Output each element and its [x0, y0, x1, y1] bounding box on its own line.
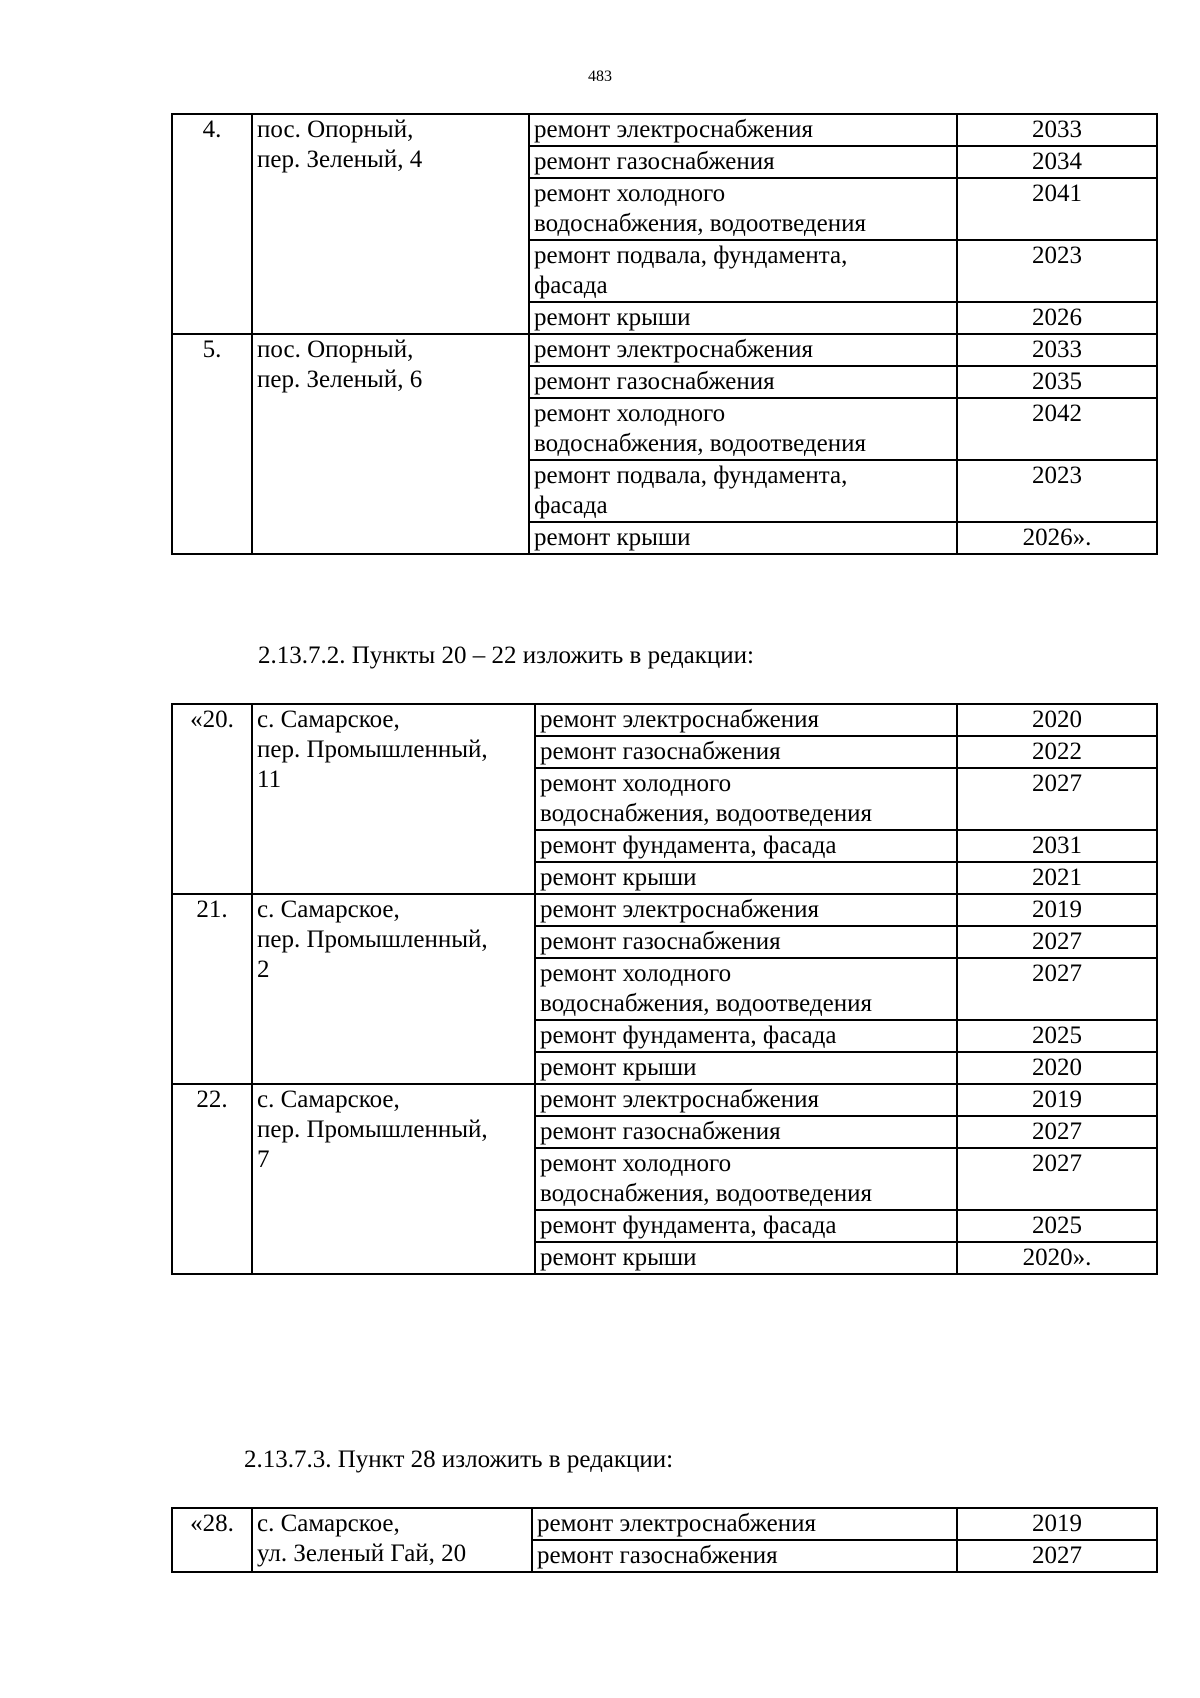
year-cell: 2023 [957, 460, 1157, 522]
repair-table-2 [171, 703, 1158, 1275]
year-cell: 2027 [957, 1540, 1157, 1572]
work-type-cell: ремонт газоснабжения [535, 1116, 957, 1148]
year-cell: 2021 [957, 862, 1157, 894]
work-type-cell: ремонт газоснабжения [535, 736, 957, 768]
year-cell: 2033 [957, 334, 1157, 366]
year-cell: 2034 [957, 146, 1157, 178]
paragraph-2-13-7-3: 2.13.7.3. Пункт 28 изложить в редакции: [244, 1446, 674, 1473]
year-cell: 2019 [957, 1084, 1157, 1116]
year-cell: 2023 [957, 240, 1157, 302]
year-cell: 2022 [957, 736, 1157, 768]
year-cell: 2041 [957, 178, 1157, 240]
year-cell: 2035 [957, 366, 1157, 398]
work-type-cell: ремонт электроснабжения [535, 894, 957, 926]
year-cell: 2027 [957, 926, 1157, 958]
item-number: 5. [172, 334, 252, 554]
repair-table-3 [171, 1507, 1158, 1573]
year-cell: 2042 [957, 398, 1157, 460]
work-type-cell: ремонт газоснабжения [529, 366, 957, 398]
item-number: «20. [172, 704, 252, 894]
item-number: «28. [172, 1508, 252, 1572]
work-type-cell: ремонт электроснабжения [529, 334, 957, 366]
work-type-cell: ремонт крыши [535, 862, 957, 894]
year-cell: 2026 [957, 302, 1157, 334]
work-type-cell: ремонт холодного водоснабжения, водоотведения [529, 178, 957, 240]
work-type-cell: ремонт крыши [529, 522, 957, 554]
year-cell: 2027 [957, 1116, 1157, 1148]
year-cell: 2027 [957, 768, 1157, 830]
work-type-cell: ремонт холодного водоснабжения, водоотведения [535, 1148, 957, 1210]
year-cell: 2020 [957, 704, 1157, 736]
repair-table-1 [171, 113, 1158, 555]
work-type-cell: ремонт холодного водоснабжения, водоотведения [529, 398, 957, 460]
work-type-cell: ремонт холодного водоснабжения, водоотведения [535, 958, 957, 1020]
work-type-cell: ремонт фундамента, фасада [535, 830, 957, 862]
year-cell: 2025 [957, 1020, 1157, 1052]
year-cell: 2019 [957, 894, 1157, 926]
item-number: 4. [172, 114, 252, 334]
address-cell: пос. Опорный, пер. Зеленый, 4 [252, 114, 529, 334]
work-type-cell: ремонт электроснабжения [532, 1508, 957, 1540]
work-type-cell: ремонт крыши [535, 1052, 957, 1084]
address-cell: с. Самарское, ул. Зеленый Гай, 20 [252, 1508, 532, 1572]
work-type-cell: ремонт электроснабжения [529, 114, 957, 146]
work-type-cell: ремонт электроснабжения [535, 1084, 957, 1116]
year-cell: 2019 [957, 1508, 1157, 1540]
year-cell: 2027 [957, 1148, 1157, 1210]
address-cell: пос. Опорный, пер. Зеленый, 6 [252, 334, 529, 554]
work-type-cell: ремонт газоснабжения [532, 1540, 957, 1572]
year-cell: 2020». [957, 1242, 1157, 1274]
address-cell: с. Самарское, пер. Промышленный, 7 [252, 1084, 535, 1274]
work-type-cell: ремонт электроснабжения [535, 704, 957, 736]
paragraph-2-13-7-2: 2.13.7.2. Пункты 20 – 22 изложить в редакции: [258, 642, 754, 669]
table-row [172, 1084, 1157, 1116]
table-row [172, 894, 1157, 926]
year-cell: 2033 [957, 114, 1157, 146]
work-type-cell: ремонт подвала, фундамента, фасада [529, 240, 957, 302]
address-cell: с. Самарское, пер. Промышленный, 11 [252, 704, 535, 894]
work-type-cell: ремонт крыши [529, 302, 957, 334]
year-cell: 2027 [957, 958, 1157, 1020]
work-type-cell: ремонт подвала, фундамента, фасада [529, 460, 957, 522]
year-cell: 2026». [957, 522, 1157, 554]
year-cell: 2031 [957, 830, 1157, 862]
item-number: 22. [172, 1084, 252, 1274]
year-cell: 2020 [957, 1052, 1157, 1084]
table-row [172, 334, 1157, 366]
work-type-cell: ремонт газоснабжения [529, 146, 957, 178]
work-type-cell: ремонт крыши [535, 1242, 957, 1274]
table-row [172, 114, 1157, 146]
work-type-cell: ремонт холодного водоснабжения, водоотведения [535, 768, 957, 830]
item-number: 21. [172, 894, 252, 1084]
page-number: 483 [588, 68, 612, 85]
table-row [172, 704, 1157, 736]
work-type-cell: ремонт газоснабжения [535, 926, 957, 958]
work-type-cell: ремонт фундамента, фасада [535, 1210, 957, 1242]
year-cell: 2025 [957, 1210, 1157, 1242]
work-type-cell: ремонт фундамента, фасада [535, 1020, 957, 1052]
address-cell: с. Самарское, пер. Промышленный, 2 [252, 894, 535, 1084]
table-row [172, 1508, 1157, 1540]
